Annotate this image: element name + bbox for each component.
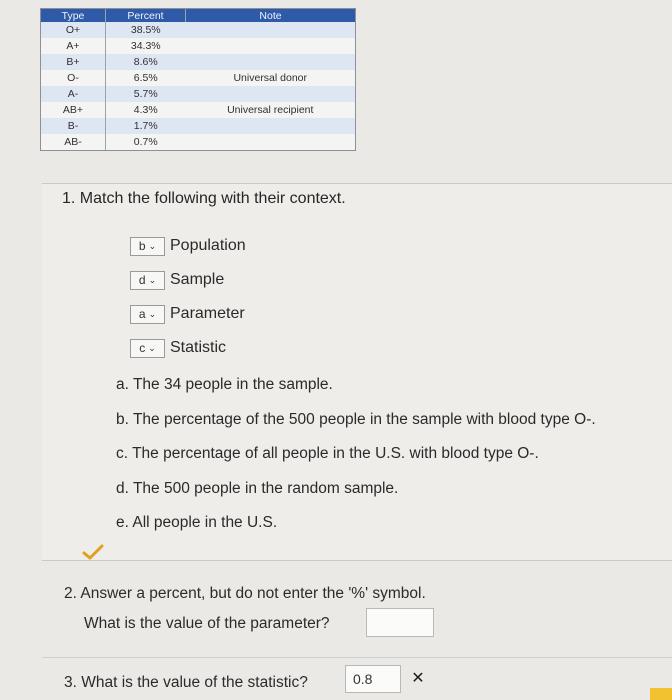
- x-mark-icon: ✕: [411, 670, 425, 687]
- match-row-statistic: [130, 331, 246, 365]
- select-value: a: [138, 307, 146, 321]
- cell-type: O+: [41, 22, 106, 38]
- question-3-prompt: 3. What is the value of the statistic?: [64, 674, 308, 691]
- chevron-down-icon: ⌄: [148, 274, 157, 285]
- cell-percent: 38.5%: [106, 22, 186, 38]
- select-value: b: [138, 239, 146, 253]
- match-list: [130, 229, 246, 365]
- cell-type: B-: [41, 118, 106, 134]
- table-row: [41, 86, 355, 102]
- header-note: Note: [186, 9, 356, 22]
- match-label: Sample: [170, 271, 225, 288]
- corner-badge: [650, 688, 672, 700]
- table-row: [41, 38, 355, 54]
- match-select-parameter[interactable]: [130, 305, 165, 324]
- question-2-instruction: 2. Answer a percent, but do not enter the '%' symbol.: [64, 585, 426, 602]
- cell-note: [186, 38, 356, 54]
- cell-type: A+: [41, 38, 106, 54]
- cell-percent: 6.5%: [106, 70, 186, 86]
- option-d: d. The 500 people in the random sample.: [116, 479, 399, 497]
- table-row: [41, 118, 355, 134]
- table-row: [41, 22, 355, 38]
- table-row: [41, 102, 355, 118]
- cell-percent: 0.7%: [106, 134, 186, 150]
- cell-percent: 1.7%: [106, 118, 186, 134]
- match-select-population[interactable]: [130, 237, 165, 256]
- table-row: [41, 70, 355, 86]
- parameter-answer-input[interactable]: [366, 608, 434, 637]
- cell-note: Universal donor: [186, 70, 356, 86]
- cell-percent: 4.3%: [106, 102, 186, 118]
- cell-type: O-: [41, 70, 106, 86]
- option-e: e. All people in the U.S.: [116, 514, 278, 531]
- checkmark-icon: [82, 544, 104, 560]
- match-select-statistic[interactable]: [130, 339, 165, 358]
- cell-note: [186, 22, 356, 38]
- match-row-population: [130, 229, 246, 263]
- option-a: a. The 34 people in the sample.: [116, 376, 333, 393]
- cell-note: [186, 54, 356, 70]
- header-percent: Percent: [106, 9, 186, 22]
- match-label: Statistic: [170, 339, 227, 356]
- match-label: Population: [170, 237, 246, 254]
- cell-percent: 5.7%: [106, 86, 186, 102]
- select-value: d: [138, 273, 146, 287]
- match-row-parameter: [130, 297, 246, 331]
- question-1-title: 1. Match the following with their context.: [62, 190, 346, 207]
- question-1-panel: [42, 183, 672, 561]
- blood-type-table: [40, 8, 356, 151]
- cell-type: AB+: [41, 102, 106, 118]
- cell-type: A-: [41, 86, 106, 102]
- question-2-panel: [42, 567, 672, 657]
- option-b: b. The percentage of the 500 people in the sample with blood type O-.: [116, 410, 596, 428]
- cell-note: Universal recipient: [186, 102, 356, 118]
- option-c: c. The percentage of all people in the U.S. with blood type O-.: [116, 445, 539, 462]
- match-select-sample[interactable]: [130, 271, 165, 290]
- select-value: c: [139, 341, 146, 355]
- cell-percent: 34.3%: [106, 38, 186, 54]
- table-row: [41, 54, 355, 70]
- chevron-down-icon: ⌄: [148, 342, 156, 353]
- table-header-row: [41, 9, 355, 22]
- divider: [42, 657, 672, 658]
- option-list: [116, 375, 596, 548]
- header-type: Type: [41, 9, 106, 22]
- cell-note: [186, 118, 356, 134]
- match-label: Parameter: [170, 305, 245, 322]
- question-2-prompt: What is the value of the parameter?: [84, 615, 330, 632]
- cell-type: AB-: [41, 134, 106, 150]
- cell-note: [186, 134, 356, 150]
- match-row-sample: [130, 263, 246, 297]
- table-row: [41, 134, 355, 150]
- cell-note: [186, 86, 356, 102]
- chevron-down-icon: ⌄: [148, 240, 157, 251]
- chevron-down-icon: ⌄: [148, 308, 157, 319]
- cell-type: B+: [41, 54, 106, 70]
- cell-percent: 8.6%: [106, 54, 186, 70]
- statistic-answer-input[interactable]: 0.8: [345, 665, 401, 693]
